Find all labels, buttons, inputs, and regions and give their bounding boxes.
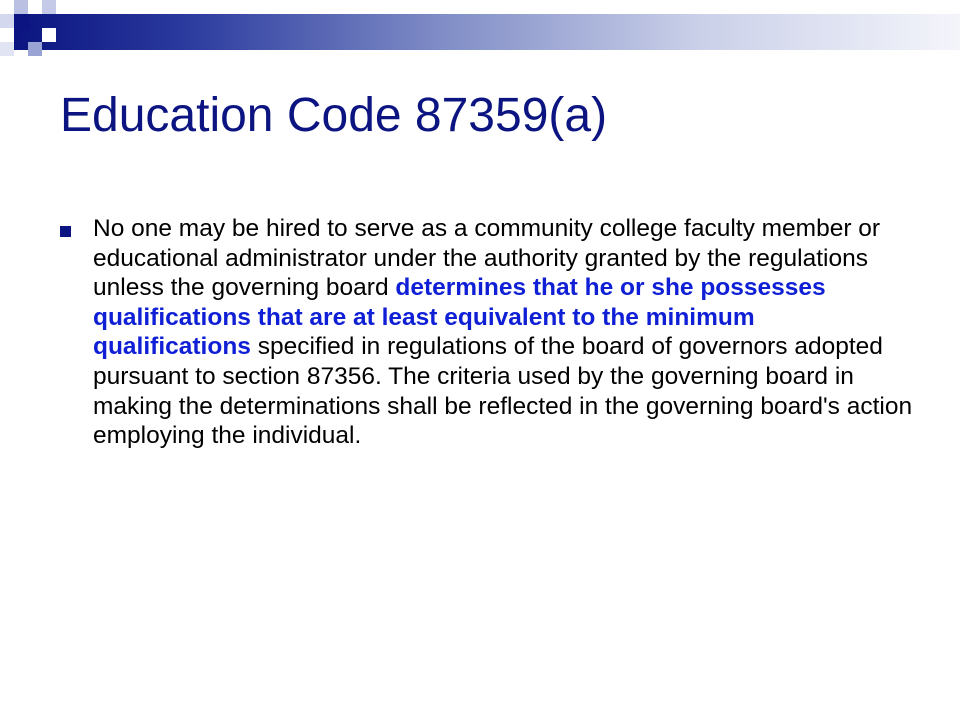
square-bullet-icon — [60, 226, 71, 237]
header-decoration-band — [14, 14, 960, 50]
decorative-square — [42, 28, 56, 42]
decorative-square — [28, 42, 42, 56]
bullet-text-highlighted: determines that he or she possesses qualifications that are at least equivalent to the minimum qualifications — [93, 274, 826, 361]
decorative-square — [0, 14, 14, 28]
decorative-square — [14, 14, 30, 30]
bullet-text-after: specified in regulations of the board of governors adopted pursuant to section 87356. The criteria used by the governing board in making the determinations shall be reflected in the governing board's action employing the individual. — [93, 333, 913, 450]
decorative-square — [14, 0, 28, 14]
bullet-text-before: No one may be hired to serve as a community college faculty member or educational administrator under the authority granted by the regulations unless the governing board — [93, 215, 881, 302]
decorative-square — [42, 0, 56, 14]
slide-title: Education Code 87359(a) — [60, 89, 608, 142]
bullet-text — [93, 214, 913, 451]
decorative-square — [0, 42, 14, 56]
